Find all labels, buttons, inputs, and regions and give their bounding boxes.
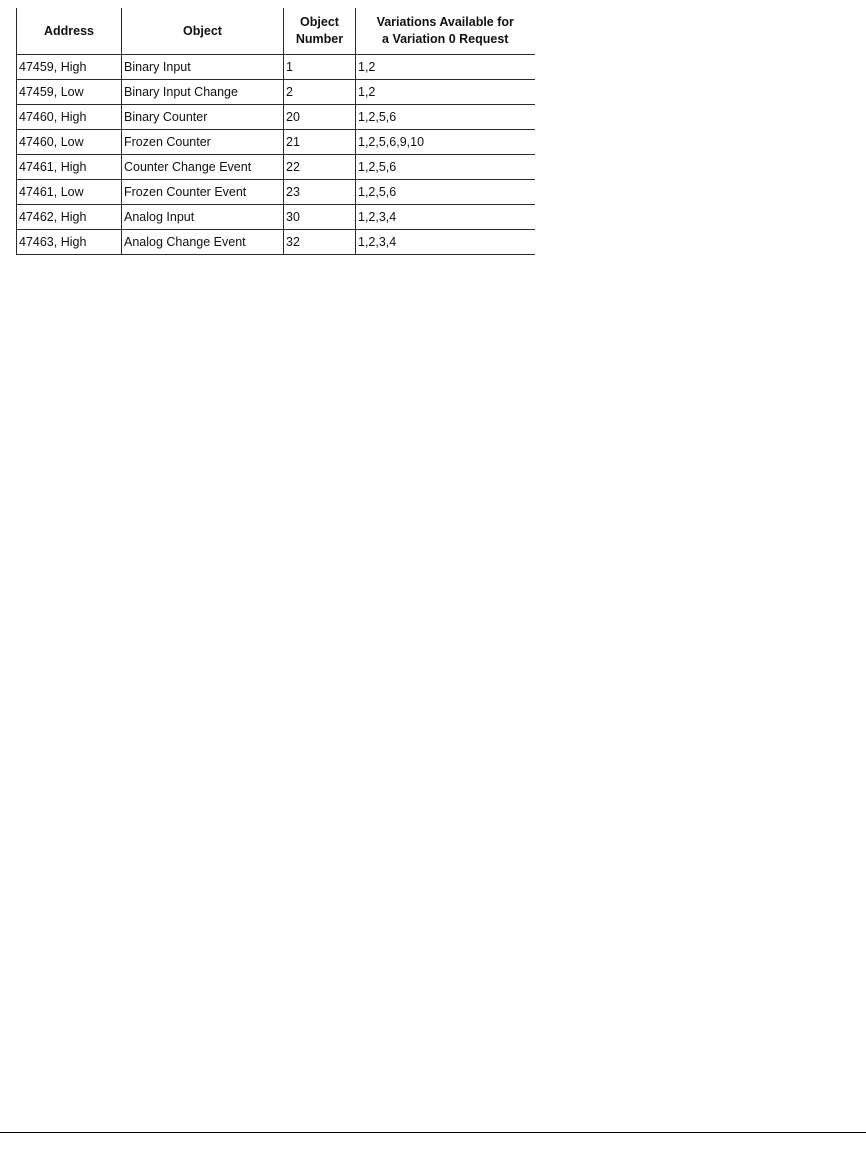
table-header-row bbox=[17, 8, 535, 55]
cell-address: 47460, Low bbox=[17, 130, 122, 155]
cell-address: 47463, High bbox=[17, 230, 122, 255]
cell-object-number: 23 bbox=[284, 180, 356, 205]
cell-variations: 1,2 bbox=[356, 55, 535, 80]
cell-object-number: 32 bbox=[284, 230, 356, 255]
cell-object: Binary Input Change bbox=[122, 80, 284, 105]
cell-address: 47461, Low bbox=[17, 180, 122, 205]
cell-object-number: 1 bbox=[284, 55, 356, 80]
cell-object-number: 20 bbox=[284, 105, 356, 130]
cell-variations: 1,2,3,4 bbox=[356, 205, 535, 230]
table-row bbox=[17, 180, 535, 205]
cell-address: 47459, Low bbox=[17, 80, 122, 105]
cell-address: 47459, High bbox=[17, 55, 122, 80]
dnp-object-table bbox=[16, 8, 535, 255]
cell-object: Frozen Counter bbox=[122, 130, 284, 155]
table-row bbox=[17, 55, 535, 80]
cell-object-number: 21 bbox=[284, 130, 356, 155]
cell-variations: 1,2,5,6,9,10 bbox=[356, 130, 535, 155]
table-row bbox=[17, 155, 535, 180]
cell-object-number: 30 bbox=[284, 205, 356, 230]
cell-address: 47461, High bbox=[17, 155, 122, 180]
cell-object: Binary Counter bbox=[122, 105, 284, 130]
header-object-number-line1: Object bbox=[300, 15, 339, 29]
cell-variations: 1,2,5,6 bbox=[356, 105, 535, 130]
header-variations bbox=[356, 8, 535, 55]
table-row bbox=[17, 230, 535, 255]
table-row bbox=[17, 80, 535, 105]
cell-object: Analog Input bbox=[122, 205, 284, 230]
cell-object-number: 22 bbox=[284, 155, 356, 180]
cell-address: 47462, High bbox=[17, 205, 122, 230]
table-row bbox=[17, 105, 535, 130]
cell-variations: 1,2,5,6 bbox=[356, 180, 535, 205]
cell-object: Frozen Counter Event bbox=[122, 180, 284, 205]
cell-variations: 1,2 bbox=[356, 80, 535, 105]
cell-object: Binary Input bbox=[122, 55, 284, 80]
table-row bbox=[17, 205, 535, 230]
footer-divider bbox=[0, 1132, 866, 1133]
header-address-label: Address bbox=[43, 23, 95, 38]
header-object-number bbox=[284, 8, 356, 55]
cell-object: Analog Change Event bbox=[122, 230, 284, 255]
cell-variations: 1,2,3,4 bbox=[356, 230, 535, 255]
cell-object-number: 2 bbox=[284, 80, 356, 105]
header-object-number-line2: Number bbox=[295, 32, 344, 46]
header-variations-line1: Variations Available for bbox=[376, 15, 514, 29]
cell-object: Counter Change Event bbox=[122, 155, 284, 180]
header-variations-line2: a Variation 0 Request bbox=[382, 32, 509, 46]
header-address bbox=[17, 8, 122, 55]
cell-address: 47460, High bbox=[17, 105, 122, 130]
header-object-label: Object bbox=[183, 23, 222, 38]
table-row bbox=[17, 130, 535, 155]
cell-variations: 1,2,5,6 bbox=[356, 155, 535, 180]
header-object bbox=[122, 8, 284, 55]
